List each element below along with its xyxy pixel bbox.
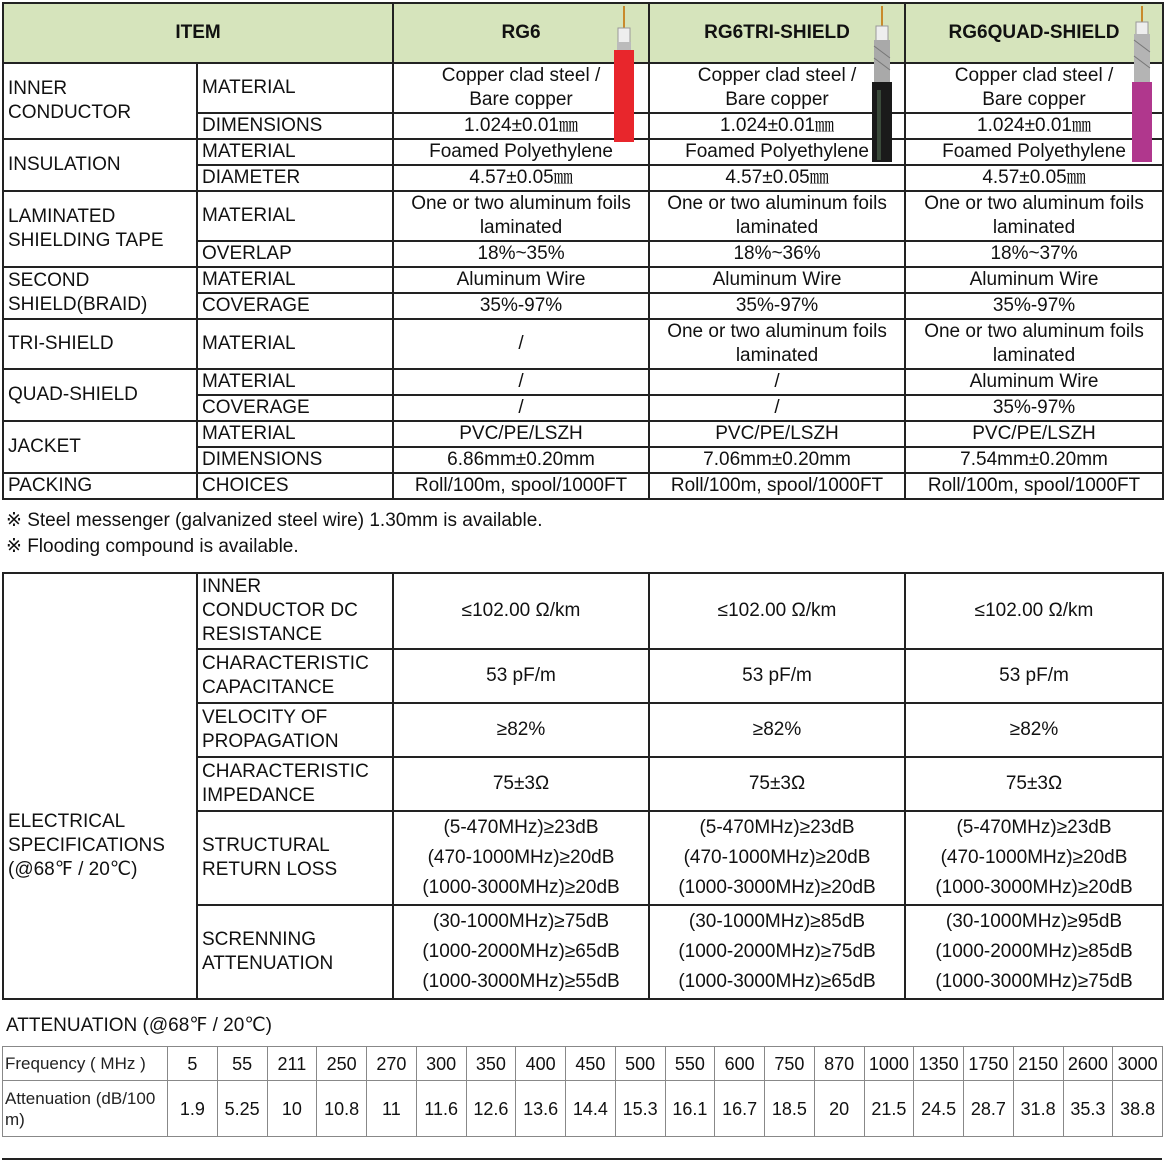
- section-label: LAMINATED SHIELDING TAPE: [3, 191, 197, 267]
- frequency-cell: 550: [665, 1047, 715, 1081]
- spec-value: [649, 319, 905, 369]
- spec-value: Foamed Polyethylene: [393, 139, 649, 165]
- cell-line: (470-1000MHz)≥20dB: [940, 847, 1128, 868]
- attenuation-table: [2, 1046, 1163, 1137]
- spec-value: /: [393, 369, 649, 395]
- frequency-cell: 500: [615, 1047, 665, 1081]
- spec-value: Roll/100m, spool/1000FT: [649, 473, 905, 499]
- attenuation-cell: 11.6: [416, 1081, 466, 1137]
- spec-value: 18%~35%: [393, 241, 649, 267]
- cell-line: (5-470MHz)≥23dB: [443, 817, 599, 838]
- electrical-value: 53 pF/m: [649, 649, 905, 703]
- param-label: MATERIAL: [197, 421, 393, 447]
- param-label: MATERIAL: [197, 139, 393, 165]
- spec-row: [3, 369, 1163, 395]
- cell-line: Bare copper: [725, 89, 829, 110]
- spec-row: [3, 319, 1163, 369]
- cell-line: Copper clad steel /: [954, 65, 1114, 86]
- param-label: DIAMETER: [197, 165, 393, 191]
- spec-value: [649, 191, 905, 241]
- spec-value: PVC/PE/LSZH: [393, 421, 649, 447]
- spec-value: 35%-97%: [649, 293, 905, 319]
- param-label: MATERIAL: [197, 191, 393, 241]
- cell-line: laminated: [735, 217, 819, 238]
- param-label: MATERIAL: [197, 267, 393, 293]
- electrical-value: ≥82%: [649, 703, 905, 757]
- frequency-cell: 1000: [864, 1047, 914, 1081]
- section-label: INSULATION: [3, 139, 197, 191]
- attenuation-cell: 35.3: [1063, 1081, 1113, 1137]
- cell-line: (1000-3000MHz)≥20dB: [935, 877, 1133, 898]
- spec-value: Aluminum Wire: [393, 267, 649, 293]
- attenuation-cell: 24.5: [914, 1081, 964, 1137]
- cell-line: laminated: [735, 345, 819, 366]
- spec-row: [3, 421, 1163, 447]
- spec-value: Aluminum Wire: [905, 267, 1163, 293]
- spec-value: 1.024±0.01㎜: [649, 113, 905, 139]
- cell-line: One or two aluminum foils: [667, 193, 887, 214]
- frequency-cell: 1350: [914, 1047, 964, 1081]
- attenuation-cell: 28.7: [964, 1081, 1014, 1137]
- param-label: MATERIAL: [197, 369, 393, 395]
- spec-value: 7.54mm±0.20mm: [905, 447, 1163, 473]
- spec-value: Roll/100m, spool/1000FT: [393, 473, 649, 499]
- electrical-row: [3, 573, 1163, 649]
- header-product-1: RG6: [393, 3, 649, 63]
- electrical-value: 75±3Ω: [649, 757, 905, 811]
- section-label: TRI-SHIELD: [3, 319, 197, 369]
- header-row: [3, 3, 1163, 63]
- section-label: SECOND SHIELD(BRAID): [3, 267, 197, 319]
- spec-value: Aluminum Wire: [905, 369, 1163, 395]
- spec-value: /: [393, 319, 649, 369]
- spec-value: Foamed Polyethylene: [649, 139, 905, 165]
- spec-value: 6.86mm±0.20mm: [393, 447, 649, 473]
- electrical-param: STRUCTURAL RETURN LOSS: [197, 811, 393, 905]
- param-label: MATERIAL: [197, 319, 393, 369]
- frequency-cell: 5: [168, 1047, 218, 1081]
- spec-row: [3, 473, 1163, 499]
- spec-value: 18%~36%: [649, 241, 905, 267]
- spec-row: [3, 191, 1163, 241]
- electrical-value: ≥82%: [393, 703, 649, 757]
- frequency-cell: 2600: [1063, 1047, 1113, 1081]
- attenuation-cell: 10: [267, 1081, 317, 1137]
- note-flooding-compound: ※ Flooding compound is available.: [6, 536, 299, 557]
- electrical-value: [649, 905, 905, 999]
- spec-value: /: [649, 395, 905, 421]
- cell-line: Copper clad steel /: [697, 65, 857, 86]
- electrical-spec-table: [2, 572, 1164, 1000]
- section-label: PACKING: [3, 473, 197, 499]
- cell-line: (1000-3000MHz)≥20dB: [678, 877, 876, 898]
- param-label: MATERIAL: [197, 63, 393, 113]
- frequency-cell: 3000: [1113, 1047, 1163, 1081]
- attenuation-title: ATTENUATION (@68℉ / 20℃): [6, 1015, 272, 1036]
- cell-line: (1000-3000MHz)≥20dB: [422, 877, 620, 898]
- electrical-value: [649, 811, 905, 905]
- param-label: OVERLAP: [197, 241, 393, 267]
- spec-value: Roll/100m, spool/1000FT: [905, 473, 1163, 499]
- spec-value: 7.06mm±0.20mm: [649, 447, 905, 473]
- cell-line: (470-1000MHz)≥20dB: [683, 847, 871, 868]
- attenuation-label: Attenuation (dB/100 m): [3, 1081, 168, 1137]
- attenuation-cell: 16.1: [665, 1081, 715, 1137]
- electrical-param: VELOCITY OF PROPAGATION: [197, 703, 393, 757]
- spec-value: /: [649, 369, 905, 395]
- spec-value: 4.57±0.05㎜: [649, 165, 905, 191]
- spec-value: 1.024±0.01㎜: [393, 113, 649, 139]
- attenuation-cell: 10.8: [317, 1081, 367, 1137]
- frequency-cell: 600: [715, 1047, 765, 1081]
- electrical-value: ≤102.00 Ω/km: [393, 573, 649, 649]
- attenuation-cell: 11: [367, 1081, 417, 1137]
- electrical-value: ≤102.00 Ω/km: [649, 573, 905, 649]
- electrical-param: CHARACTERISTIC IMPEDANCE: [197, 757, 393, 811]
- cell-line: (30-1000MHz)≥95dB: [945, 911, 1123, 932]
- cell-line: (30-1000MHz)≥75dB: [432, 911, 610, 932]
- electrical-value: 75±3Ω: [393, 757, 649, 811]
- spec-value: 4.57±0.05㎜: [393, 165, 649, 191]
- spec-row: [3, 63, 1163, 113]
- cell-line: (1000-2000MHz)≥65dB: [422, 941, 620, 962]
- spec-value: 1.024±0.01㎜: [905, 113, 1163, 139]
- electrical-value: [905, 811, 1163, 905]
- electrical-param: SCRENNING ATTENUATION: [197, 905, 393, 999]
- spec-value: 35%-97%: [905, 395, 1163, 421]
- attenuation-cell: 13.6: [516, 1081, 566, 1137]
- frequency-cell: 270: [367, 1047, 417, 1081]
- spec-value: /: [393, 395, 649, 421]
- attenuation-cell: 21.5: [864, 1081, 914, 1137]
- spec-value: [393, 191, 649, 241]
- cell-line: (1000-2000MHz)≥85dB: [935, 941, 1133, 962]
- cell-line: One or two aluminum foils: [667, 321, 887, 342]
- spec-value: Aluminum Wire: [649, 267, 905, 293]
- spec-value: PVC/PE/LSZH: [905, 421, 1163, 447]
- cell-line: (1000-3000MHz)≥65dB: [678, 971, 876, 992]
- frequency-cell: 211: [267, 1047, 317, 1081]
- cell-line: (30-1000MHz)≥85dB: [688, 911, 866, 932]
- cell-line: Bare copper: [469, 89, 573, 110]
- spec-value: 18%~37%: [905, 241, 1163, 267]
- cell-line: laminated: [479, 217, 563, 238]
- frequency-cell: 750: [765, 1047, 815, 1081]
- param-label: COVERAGE: [197, 293, 393, 319]
- cell-line: laminated: [992, 345, 1076, 366]
- electrical-value: [905, 905, 1163, 999]
- cell-line: Copper clad steel /: [441, 65, 601, 86]
- attenuation-cell: 1.9: [168, 1081, 218, 1137]
- spec-value: 35%-97%: [905, 293, 1163, 319]
- electrical-label: ELECTRICAL SPECIFICATIONS (@68℉ / 20℃): [3, 573, 197, 999]
- frequency-cell: 300: [416, 1047, 466, 1081]
- spec-table: [2, 2, 1164, 500]
- section-label: QUAD-SHIELD: [3, 369, 197, 421]
- frequency-cell: 450: [566, 1047, 616, 1081]
- param-label: DIMENSIONS: [197, 447, 393, 473]
- cell-line: (1000-3000MHz)≥75dB: [935, 971, 1133, 992]
- frequency-label: Frequency ( MHz ): [3, 1047, 168, 1081]
- attenuation-row: [3, 1081, 1163, 1137]
- spec-value: PVC/PE/LSZH: [649, 421, 905, 447]
- param-label: COVERAGE: [197, 395, 393, 421]
- frequency-row: [3, 1047, 1163, 1081]
- electrical-value: 75±3Ω: [905, 757, 1163, 811]
- electrical-value: [393, 905, 649, 999]
- frequency-cell: 55: [217, 1047, 267, 1081]
- note-steel-messenger: ※ Steel messenger (galvanized steel wire) 1.30mm is available.: [6, 510, 543, 531]
- cell-line: Bare copper: [982, 89, 1086, 110]
- attenuation-cell: 15.3: [615, 1081, 665, 1137]
- electrical-value: 53 pF/m: [905, 649, 1163, 703]
- cell-line: (5-470MHz)≥23dB: [699, 817, 855, 838]
- cell-line: laminated: [992, 217, 1076, 238]
- header-item: ITEM: [3, 3, 393, 63]
- frequency-cell: 870: [814, 1047, 864, 1081]
- rg6-cable-image: [606, 6, 642, 142]
- attenuation-cell: 5.25: [217, 1081, 267, 1137]
- attenuation-cell: 14.4: [566, 1081, 616, 1137]
- rg6-quad-shield-cable-image: [1124, 6, 1160, 162]
- cell-line: One or two aluminum foils: [924, 193, 1144, 214]
- spec-value: 4.57±0.05㎜: [905, 165, 1163, 191]
- rg6-tri-shield-cable-image: [864, 6, 900, 162]
- attenuation-cell: 12.6: [466, 1081, 516, 1137]
- cell-line: (5-470MHz)≥23dB: [956, 817, 1112, 838]
- attenuation-cell: 38.8: [1113, 1081, 1163, 1137]
- spec-value: [905, 191, 1163, 241]
- header-product-3: RG6QUAD-SHIELD: [905, 3, 1163, 63]
- param-label: DIMENSIONS: [197, 113, 393, 139]
- attenuation-cell: 20: [814, 1081, 864, 1137]
- cell-line: One or two aluminum foils: [411, 193, 631, 214]
- electrical-value: ≥82%: [905, 703, 1163, 757]
- section-label: JACKET: [3, 421, 197, 473]
- frequency-cell: 1750: [964, 1047, 1014, 1081]
- frequency-cell: 250: [317, 1047, 367, 1081]
- spec-row: [3, 267, 1163, 293]
- electrical-value: [393, 811, 649, 905]
- frequency-cell: 2150: [1013, 1047, 1063, 1081]
- attenuation-cell: 31.8: [1013, 1081, 1063, 1137]
- section-label: INNER CONDUCTOR: [3, 63, 197, 139]
- electrical-param: CHARACTERISTIC CAPACITANCE: [197, 649, 393, 703]
- cell-line: (1000-2000MHz)≥75dB: [678, 941, 876, 962]
- electrical-param: INNER CONDUCTOR DC RESISTANCE: [197, 573, 393, 649]
- cell-line: One or two aluminum foils: [924, 321, 1144, 342]
- bottom-divider: [2, 1158, 1162, 1160]
- electrical-value: ≤102.00 Ω/km: [905, 573, 1163, 649]
- electrical-value: 53 pF/m: [393, 649, 649, 703]
- frequency-cell: 400: [516, 1047, 566, 1081]
- header-product-2: RG6TRI-SHIELD: [649, 3, 905, 63]
- param-label: CHOICES: [197, 473, 393, 499]
- spec-value: 35%-97%: [393, 293, 649, 319]
- cell-line: (1000-3000MHz)≥55dB: [422, 971, 620, 992]
- attenuation-cell: 16.7: [715, 1081, 765, 1137]
- spec-value: Foamed Polyethylene: [905, 139, 1163, 165]
- attenuation-cell: 18.5: [765, 1081, 815, 1137]
- spec-row: [3, 139, 1163, 165]
- frequency-cell: 350: [466, 1047, 516, 1081]
- cell-line: (470-1000MHz)≥20dB: [427, 847, 615, 868]
- spec-value: [905, 319, 1163, 369]
